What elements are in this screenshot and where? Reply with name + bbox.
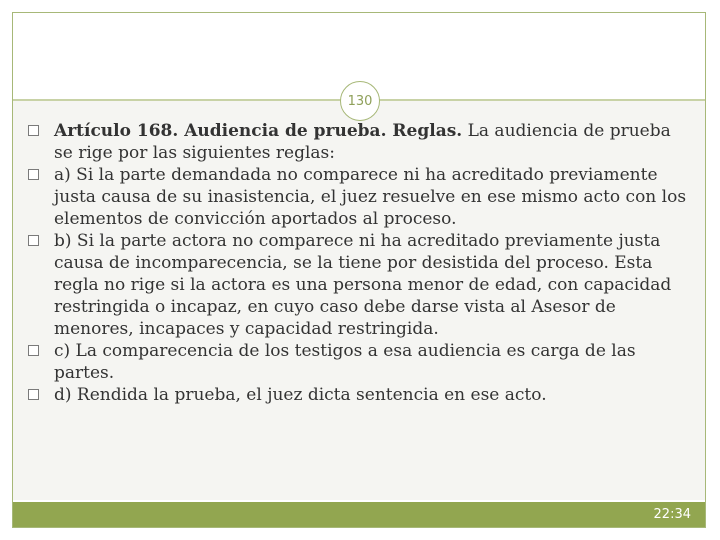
list-item: [28, 230, 692, 340]
list-item: [28, 164, 692, 230]
footer-bar: [13, 502, 705, 527]
bullet-icon: [28, 389, 39, 400]
page-number-badge: [340, 81, 380, 121]
list-item: [28, 384, 692, 406]
bullet-icon: [28, 345, 39, 356]
page-number: 130: [347, 93, 373, 109]
list-item: [28, 340, 692, 384]
article-intro: La audiencia de prueba se rige por las siguientes reglas:: [54, 121, 671, 163]
list-item-text: a) Si la parte demandada no comparece ni ha acreditado previamente justa causa de su inasistencia, el juez resuelve en ese mismo acto con los elementos de convicción aportados al proceso.: [54, 165, 687, 229]
list-item-text: b) Si la parte actora no comparece ni ha acreditado previamente justa causa de incomparecencia, se la tiene por desistida del proceso. Esta regla no rige si la actora es una persona menor de edad, con capacidad restringida o incapaz, en cuyo caso debe darse vista al Asesor de menores, incapaces y capacidad restringida.: [54, 231, 672, 339]
list-item-text: c) La comparecencia de los testigos a esa audiencia es carga de las partes.: [54, 341, 636, 383]
article-number: Artículo 168.: [54, 121, 179, 141]
footer-time: 22:34: [653, 507, 691, 522]
bullet-icon: [28, 169, 39, 180]
article-heading: Audiencia de prueba. Reglas.: [178, 121, 463, 141]
slide-body: [28, 120, 692, 406]
article-paragraph: [28, 120, 692, 164]
bullet-icon: [28, 235, 39, 246]
list-item-text: d) Rendida la prueba, el juez dicta sentencia en ese acto.: [54, 385, 547, 405]
bullet-icon: [28, 125, 39, 136]
